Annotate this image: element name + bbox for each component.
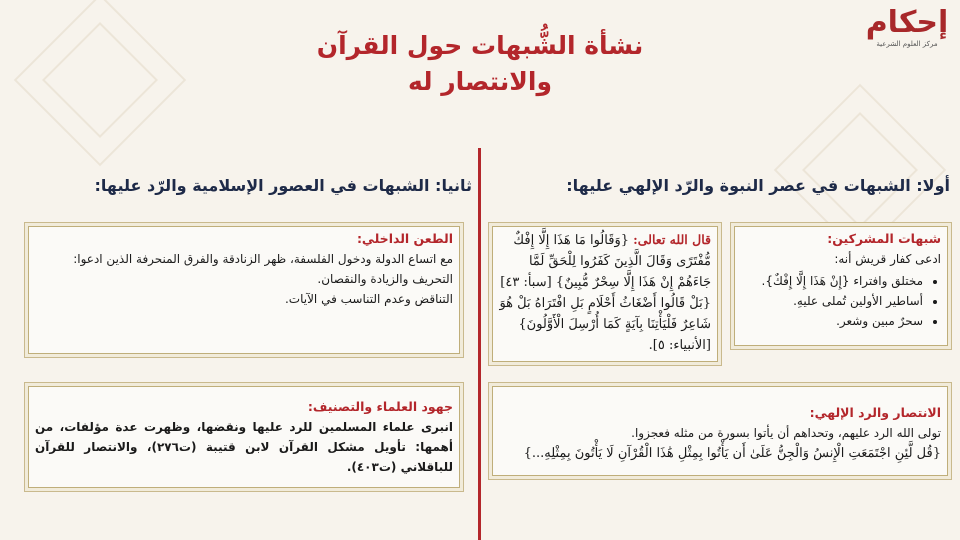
center-divider — [478, 148, 481, 540]
scholars-title: جهود العلماء والتصنيف: — [307, 399, 453, 414]
internal-attack-line-1: مع اتساع الدولة ودخول الفلسفة، ظهر الزنادقة والفرق المنحرفة الذين ادعوا: — [73, 252, 453, 266]
logo-mark: إحكام — [865, 5, 949, 40]
scholars-box — [24, 382, 464, 492]
mushrikin-box — [730, 222, 952, 350]
internal-attack-line-3: التناقض وعدم التناسب في الآيات. — [284, 292, 453, 306]
verse-box — [488, 222, 722, 366]
divine-response-line-1: تولى الله الرد عليهم، وتحداهم أن يأتوا بسورة من مثله فعجزوا. — [631, 426, 941, 440]
internal-attack-title: الطعن الداخلي: — [356, 231, 453, 246]
mushrikin-list — [741, 271, 923, 331]
divine-response-title: الانتصار والرد الإلهي: — [809, 405, 941, 420]
slide-title — [0, 28, 960, 100]
divine-response-box — [488, 382, 952, 480]
section-heading-first: أولا: الشبهات في عصر النبوة والرّد الإلهي عليها: — [566, 176, 950, 195]
internal-attack-line-2: التحريف والزيادة والنقصان. — [317, 272, 453, 286]
list-item: • مختلق وافتراء {إِنْ هَذَا إِلَّا إِفْكٌ}. — [741, 271, 923, 291]
divine-response-verse: {قُل لَّئِنِ اجْتَمَعَتِ الْإِنسُ وَالْجِنُّ عَلَىٰ أَن يَأْتُوا بِمِثْلِ هَٰذَا الْقُرْآنِ لَا يَأْتُونَ بِمِثْلِهِ...} — [523, 446, 941, 461]
logo-subtitle: مركز العلوم الشرعية — [876, 40, 938, 48]
list-item: • سحرٌ مبين وشعر. — [741, 311, 923, 331]
section-heading-second: ثانيا: الشبهات في العصور الإسلامية والرّد عليها: — [94, 176, 472, 195]
list-item: • أساطير الأولين تُملى عليهِ. — [741, 291, 923, 311]
mushrikin-intro: ادعى كفار قريش أنه: — [834, 252, 941, 266]
title-line-2: والانتصار له — [408, 67, 552, 96]
mushrikin-title: شبهات المشركين: — [827, 231, 941, 246]
verse-text: {وَقَالُوا مَا هَذَا إِلَّا إِفْكٌ مُّفْتَرًى وَقَالَ الَّذِينَ كَفَرُوا لِلْحَقِّ لَمَّا جَاءَهُمْ إِنْ هَذَا إِلَّا سِحْرٌ مُّبِينٌ} [سبأ: ٤٣] {بَلْ قَالُوا أَضْغَاثُ أَحْلَامٍ بَلِ افْتَرَاهُ بَلْ هُوَ شَاعِرٌ فَلْيَأْتِنَا بِآيَةٍ كَمَا أُرْسِلَ الْأَوَّلُونَ} [الأنبياء: ٥]. — [499, 233, 711, 353]
title-line-1: نشأة الشُّبهات حول القرآن — [316, 31, 644, 60]
internal-attack-box — [24, 222, 464, 358]
verse-title: قال الله تعالى: — [633, 232, 711, 247]
scholars-text: انبرى علماء المسلمين للرد عليها ونقضها، وظهرت عدة مؤلفات، من أهمها: تأويل مشكل القرآن لابن قتيبة (ت٢٧٦)، والانتصار للقرآن للباقلاني (ت٤٠٣). — [35, 420, 453, 474]
